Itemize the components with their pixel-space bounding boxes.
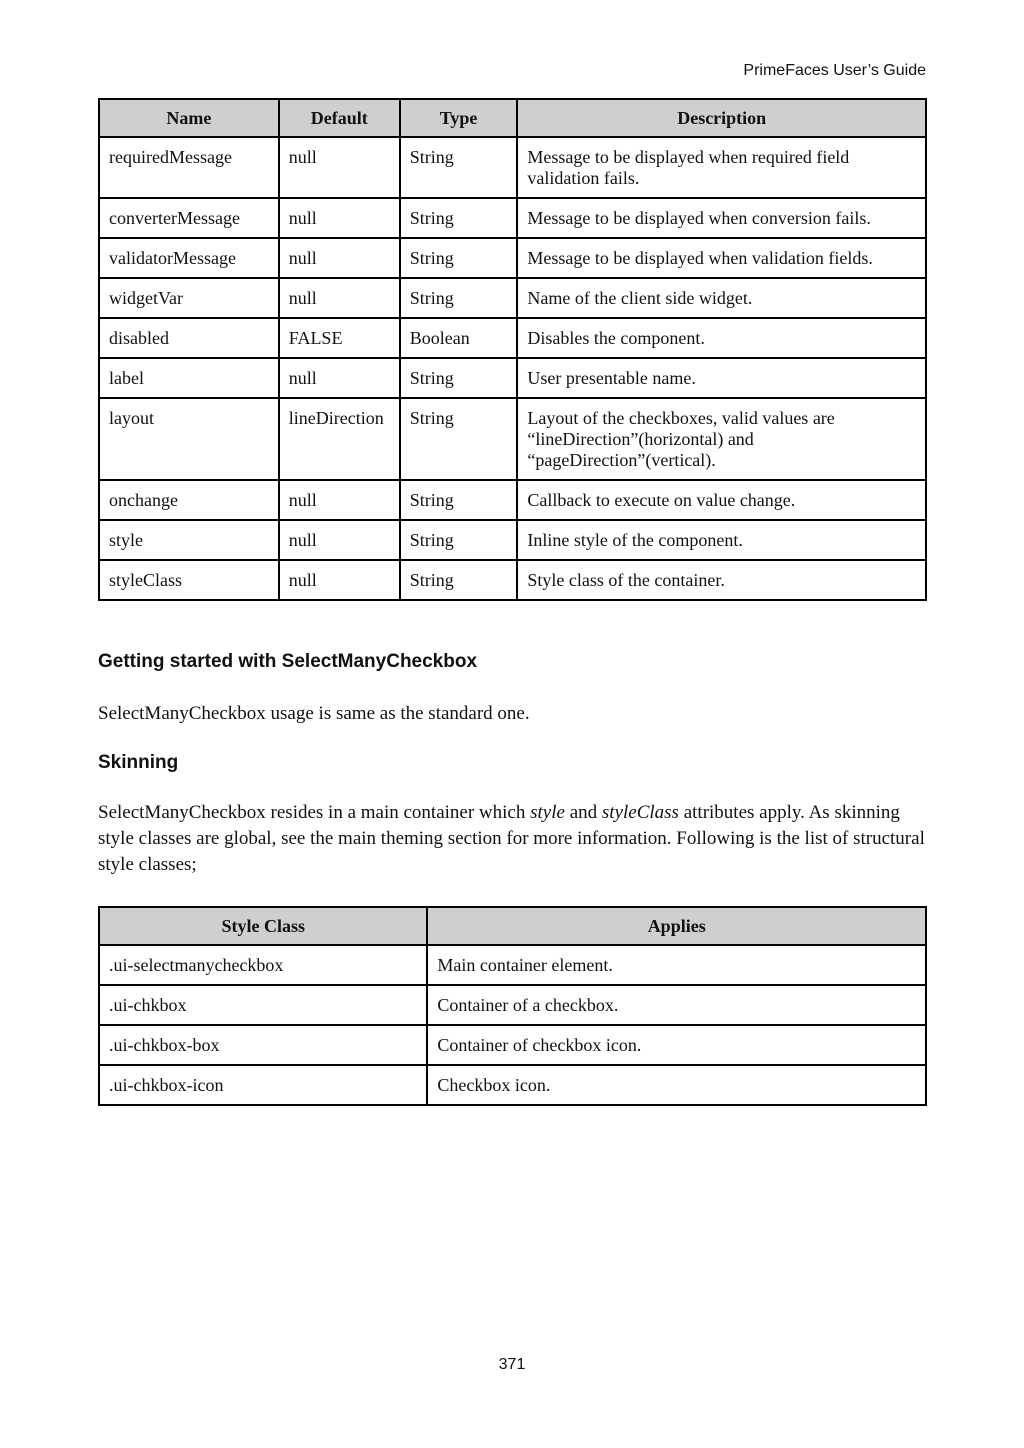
attributes-table xyxy=(98,98,927,601)
attr-name-cell: requiredMessage xyxy=(99,137,279,198)
applies-cell: Checkbox icon. xyxy=(427,1065,926,1105)
attr-description-cell: Message to be displayed when validation fields. xyxy=(517,238,926,278)
skinning-paragraph xyxy=(98,800,928,878)
applies-cell: Main container element. xyxy=(427,945,926,985)
table-row xyxy=(99,358,926,398)
table-row xyxy=(99,945,926,985)
skinning-text-part: and xyxy=(564,802,602,823)
table-row xyxy=(99,398,926,480)
attr-name-cell: disabled xyxy=(99,318,279,358)
running-header: PrimeFaces User’s Guide xyxy=(743,62,926,79)
table-row xyxy=(99,480,926,520)
attr-type-cell: String xyxy=(400,358,518,398)
attr-name-cell: label xyxy=(99,358,279,398)
column-header-style-class: Style Class xyxy=(99,907,427,945)
attr-default-cell: null xyxy=(279,560,400,600)
section-heading-skinning: Skinning xyxy=(98,752,179,773)
attr-name-cell: onchange xyxy=(99,480,279,520)
page-number: 371 xyxy=(498,1356,526,1373)
column-header-default: Default xyxy=(279,99,400,137)
skinning-emphasis-styleclass: styleClass xyxy=(601,802,679,823)
column-header-type: Type xyxy=(400,99,518,137)
attr-description-cell: Callback to execute on value change. xyxy=(517,480,926,520)
getting-started-paragraph: SelectManyCheckbox usage is same as the standard one. xyxy=(98,703,530,724)
table-row xyxy=(99,198,926,238)
table-row xyxy=(99,278,926,318)
skinning-emphasis-style: style xyxy=(530,802,565,823)
section-heading-getting-started: Getting started with SelectManyCheckbox xyxy=(98,651,478,672)
attr-type-cell: String xyxy=(400,480,518,520)
applies-cell: Container of checkbox icon. xyxy=(427,1025,926,1065)
attr-description-cell: Style class of the container. xyxy=(517,560,926,600)
attr-default-cell: null xyxy=(279,520,400,560)
attr-description-cell: Inline style of the component. xyxy=(517,520,926,560)
attr-description-cell: Disables the component. xyxy=(517,318,926,358)
column-header-name: Name xyxy=(99,99,279,137)
attr-type-cell: String xyxy=(400,560,518,600)
table-row xyxy=(99,318,926,358)
style-class-cell: .ui-chkbox-icon xyxy=(99,1065,427,1105)
style-class-cell: .ui-chkbox-box xyxy=(99,1025,427,1065)
column-header-applies: Applies xyxy=(427,907,926,945)
attr-name-cell: layout xyxy=(99,398,279,480)
attr-default-cell: null xyxy=(279,358,400,398)
attr-type-cell: String xyxy=(400,238,518,278)
table-row xyxy=(99,137,926,198)
table-row xyxy=(99,985,926,1025)
attr-default-cell: FALSE xyxy=(279,318,400,358)
attr-type-cell: String xyxy=(400,198,518,238)
attr-name-cell: validatorMessage xyxy=(99,238,279,278)
attr-type-cell: String xyxy=(400,398,518,480)
attr-description-cell: Message to be displayed when conversion fails. xyxy=(517,198,926,238)
column-header-description: Description xyxy=(517,99,926,137)
attr-type-cell: String xyxy=(400,520,518,560)
table-row xyxy=(99,1065,926,1105)
table-header-row xyxy=(99,99,926,137)
attr-description-cell: Name of the client side widget. xyxy=(517,278,926,318)
style-class-cell: .ui-chkbox xyxy=(99,985,427,1025)
attr-name-cell: styleClass xyxy=(99,560,279,600)
style-class-table xyxy=(98,906,927,1106)
table-row xyxy=(99,520,926,560)
attr-name-cell: widgetVar xyxy=(99,278,279,318)
table-row xyxy=(99,1025,926,1065)
attr-default-cell: null xyxy=(279,480,400,520)
attr-default-cell: null xyxy=(279,137,400,198)
attr-default-cell: lineDirection xyxy=(279,398,400,480)
attr-default-cell: null xyxy=(279,238,400,278)
attr-description-cell: User presentable name. xyxy=(517,358,926,398)
applies-cell: Container of a checkbox. xyxy=(427,985,926,1025)
table-row xyxy=(99,560,926,600)
table-header-row xyxy=(99,907,926,945)
skinning-text-part: attributes apply. As skinning style classes are global, see the main theming section for more information. Following is the list of structural style classes; xyxy=(98,802,925,875)
attr-type-cell: String xyxy=(400,137,518,198)
attr-description-cell: Message to be displayed when required field validation fails. xyxy=(517,137,926,198)
attr-default-cell: null xyxy=(279,198,400,238)
table-row xyxy=(99,238,926,278)
skinning-text-part: SelectManyCheckbox resides in a main container which xyxy=(98,802,531,823)
style-class-cell: .ui-selectmanycheckbox xyxy=(99,945,427,985)
attr-name-cell: converterMessage xyxy=(99,198,279,238)
attr-description-cell: Layout of the checkboxes, valid values are “lineDirection”(horizontal) and “pageDirection”(vertical). xyxy=(517,398,926,480)
attr-name-cell: style xyxy=(99,520,279,560)
attr-type-cell: Boolean xyxy=(400,318,518,358)
attr-default-cell: null xyxy=(279,278,400,318)
attr-type-cell: String xyxy=(400,278,518,318)
